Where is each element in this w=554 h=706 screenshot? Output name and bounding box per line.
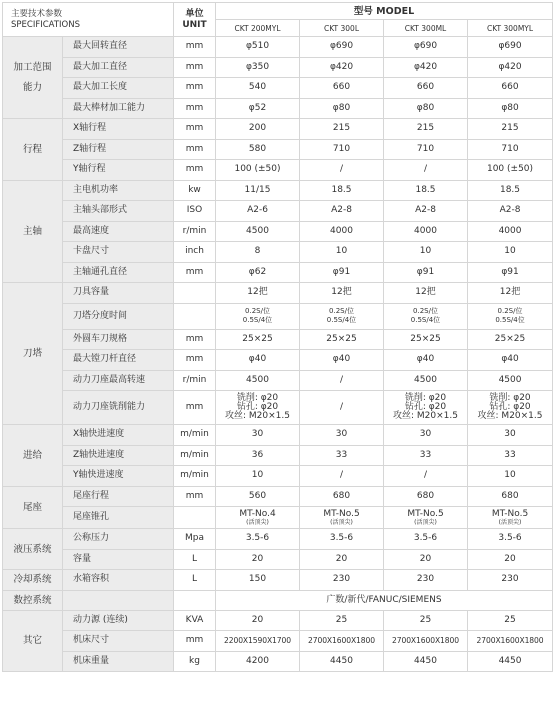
value-cell: A2-8 — [300, 201, 384, 222]
value-cell: 36 — [216, 445, 300, 466]
unit-cell: kg — [174, 651, 216, 672]
value-cell — [384, 303, 468, 329]
spec-item: 最高速度 — [63, 221, 174, 242]
spec-item: 公称压力 — [63, 529, 174, 550]
table-row — [3, 651, 553, 672]
value-cell: 25 — [384, 610, 468, 631]
value-cell: φ690 — [468, 37, 553, 58]
table-row — [3, 549, 553, 570]
unit-cell: mm — [174, 350, 216, 371]
spec-item: 刀具容量 — [63, 283, 174, 304]
value-cell: φ420 — [468, 57, 553, 78]
unit-cell: KVA — [174, 610, 216, 631]
unit-cell: mm — [174, 78, 216, 99]
value-cell: 12把 — [384, 283, 468, 304]
unit-cell: mm — [174, 37, 216, 58]
value-cell: φ80 — [384, 98, 468, 119]
value-line: 攻丝: M20×1.5 — [393, 411, 458, 421]
value-line: 攻丝: M20×1.5 — [225, 411, 290, 421]
spec-item: 动力源 (连续) — [63, 610, 174, 631]
unit-cell: mm — [174, 631, 216, 652]
table-row — [3, 57, 553, 78]
unit-cell: mm — [174, 98, 216, 119]
model-name: CKT 200MYL — [216, 20, 300, 37]
table-row — [3, 486, 553, 507]
specifications-table — [2, 2, 553, 672]
unit-header-en: UNIT — [182, 19, 207, 30]
value-cell: 30 — [300, 425, 384, 446]
table-row — [3, 370, 553, 391]
value-cell — [216, 303, 300, 329]
unit-cell: mm — [174, 262, 216, 283]
value-cell: 2200X1590X1700 — [216, 631, 300, 652]
category-line: 能力 — [22, 81, 42, 93]
unit-cell: ISO — [174, 201, 216, 222]
value-cell: 30 — [384, 425, 468, 446]
table-row — [3, 98, 553, 119]
spec-item: X轴行程 — [63, 119, 174, 140]
value-cell: 4000 — [468, 221, 553, 242]
value-cell: φ690 — [384, 37, 468, 58]
value-cell: / — [300, 466, 384, 487]
category-cell: 其它 — [3, 610, 63, 672]
category-cell: 主轴 — [3, 180, 63, 283]
value-cell: 710 — [384, 139, 468, 160]
table-row — [3, 570, 553, 591]
value-line: (活顶尖) — [330, 518, 353, 526]
value-cell — [468, 507, 553, 529]
value-cell: 3.5-6 — [468, 529, 553, 550]
value-cell: 215 — [384, 119, 468, 140]
spec-item: 水箱容积 — [63, 570, 174, 591]
value-cell: φ80 — [468, 98, 553, 119]
unit-header-cn: 单位 — [185, 8, 204, 19]
value-cell: 215 — [300, 119, 384, 140]
value-cell — [384, 391, 468, 425]
value-line: 0.2S/位 — [245, 307, 270, 315]
unit-cell: mm — [174, 119, 216, 140]
value-cell: 4500 — [216, 370, 300, 391]
value-cell: 25 — [300, 610, 384, 631]
spec-item: 动力刀座最高转速 — [63, 370, 174, 391]
value-line: 0.5S/4位 — [242, 316, 273, 324]
value-cell: / — [384, 160, 468, 181]
table-row — [3, 303, 553, 329]
value-cell: 4200 — [216, 651, 300, 672]
table-row — [3, 590, 553, 610]
value-cell: 230 — [468, 570, 553, 591]
value-cell: / — [300, 160, 384, 181]
table-row — [3, 160, 553, 181]
value-cell: 20 — [216, 610, 300, 631]
unit-cell: inch — [174, 242, 216, 263]
spec-item: 最大加工直径 — [63, 57, 174, 78]
value-cell: 20 — [468, 549, 553, 570]
table-row — [3, 631, 553, 652]
value-cell: 10 — [468, 242, 553, 263]
value-cell: φ40 — [384, 350, 468, 371]
category-cell: 行程 — [3, 119, 63, 181]
unit-cell: m/min — [174, 466, 216, 487]
value-line: MT-No.5 — [323, 508, 360, 519]
value-cell: 33 — [384, 445, 468, 466]
value-cell: 100 (±50) — [216, 160, 300, 181]
value-line: (活顶尖) — [498, 518, 522, 526]
spec-item: 容量 — [63, 549, 174, 570]
unit-cell — [174, 507, 216, 529]
value-cell: 4450 — [300, 651, 384, 672]
value-cell: φ80 — [300, 98, 384, 119]
spec-header-en: SPECIFICATIONS — [11, 19, 80, 30]
spec-item: 卡盘尺寸 — [63, 242, 174, 263]
value-cell: 680 — [384, 486, 468, 507]
unit-cell: mm — [174, 160, 216, 181]
value-cell: 4500 — [384, 370, 468, 391]
spec-item: 最大镗刀杆直径 — [63, 350, 174, 371]
value-cell: 25×25 — [468, 329, 553, 350]
value-cell: 540 — [216, 78, 300, 99]
table-row — [3, 37, 553, 58]
value-cell: 580 — [216, 139, 300, 160]
value-cell: A2-8 — [468, 201, 553, 222]
value-cell: 2700X1600X1800 — [468, 631, 553, 652]
value-cell: φ62 — [216, 262, 300, 283]
spec-item: 最大加工长度 — [63, 78, 174, 99]
unit-cell: Mpa — [174, 529, 216, 550]
value-cell: φ350 — [216, 57, 300, 78]
value-cell: 680 — [300, 486, 384, 507]
unit-cell — [174, 283, 216, 304]
value-cell: 25×25 — [216, 329, 300, 350]
spec-item: 主轴通孔直径 — [63, 262, 174, 283]
value-line: 0.2S/位 — [329, 307, 354, 315]
model-name: CKT 300MYL — [468, 20, 553, 37]
category-cell — [3, 37, 63, 119]
spec-item: 外圆车刀规格 — [63, 329, 174, 350]
table-row — [3, 119, 553, 140]
table-row — [3, 466, 553, 487]
value-cell — [216, 391, 300, 425]
unit-cell: mm — [174, 329, 216, 350]
value-line: MT-No.5 — [407, 508, 444, 519]
value-cell: φ40 — [300, 350, 384, 371]
value-cell: 20 — [216, 549, 300, 570]
spec-item: Y轴快进速度 — [63, 466, 174, 487]
spec-item: 尾座锥孔 — [63, 507, 174, 529]
value-line: 铣削: φ20 — [236, 393, 279, 403]
value-cell: 10 — [216, 466, 300, 487]
value-line: 钻孔: φ20 — [236, 402, 279, 412]
value-cell: 660 — [468, 78, 553, 99]
unit-header — [174, 3, 216, 37]
value-cell: 660 — [384, 78, 468, 99]
value-cell: 4000 — [384, 221, 468, 242]
value-cell: 20 — [300, 549, 384, 570]
value-cell: 710 — [468, 139, 553, 160]
value-cell: 100 (±50) — [468, 160, 553, 181]
value-line: 0.5S/4位 — [410, 316, 441, 324]
nc-system-value: 广数/新代/FANUC/SIEMENS — [216, 590, 553, 610]
unit-cell: mm — [174, 57, 216, 78]
table-row — [3, 507, 553, 529]
value-cell: A2-8 — [384, 201, 468, 222]
table-row — [3, 262, 553, 283]
category-cell: 冷却系统 — [3, 570, 63, 591]
unit-cell: mm — [174, 139, 216, 160]
value-cell: 4450 — [384, 651, 468, 672]
spec-item: Z轴行程 — [63, 139, 174, 160]
spec-item: 主电机功率 — [63, 180, 174, 201]
value-cell: 4500 — [468, 370, 553, 391]
value-line: MT-No.4 — [239, 508, 276, 519]
value-cell: φ91 — [384, 262, 468, 283]
value-cell: φ52 — [216, 98, 300, 119]
spec-item: X轴快进速度 — [63, 425, 174, 446]
value-cell: 10 — [384, 242, 468, 263]
value-cell: 12把 — [300, 283, 384, 304]
spec-item: 机床尺寸 — [63, 631, 174, 652]
value-cell: φ40 — [468, 350, 553, 371]
table-row — [3, 391, 553, 425]
value-line: 0.5S/4位 — [326, 316, 357, 324]
value-cell: φ510 — [216, 37, 300, 58]
value-cell: / — [300, 370, 384, 391]
unit-cell — [174, 303, 216, 329]
value-cell: 12把 — [216, 283, 300, 304]
value-line: 钻孔: φ20 — [489, 402, 531, 412]
model-header: 型号 MODEL — [216, 3, 553, 20]
category-cell: 进给 — [3, 425, 63, 487]
value-cell: 4000 — [300, 221, 384, 242]
spec-item: 尾座行程 — [63, 486, 174, 507]
value-cell: 680 — [468, 486, 553, 507]
unit-cell: L — [174, 570, 216, 591]
value-cell: 25×25 — [384, 329, 468, 350]
table-row — [3, 221, 553, 242]
value-cell: 215 — [468, 119, 553, 140]
model-name: CKT 300ML — [384, 20, 468, 37]
value-cell: 12把 — [468, 283, 553, 304]
value-cell: 3.5-6 — [300, 529, 384, 550]
category-cell: 尾座 — [3, 486, 63, 529]
table-row — [3, 610, 553, 631]
table-row — [3, 445, 553, 466]
table-row — [3, 139, 553, 160]
value-line: 钻孔: φ20 — [404, 402, 447, 412]
value-cell: φ91 — [468, 262, 553, 283]
spec-item: 主轴头部形式 — [63, 201, 174, 222]
unit-cell: r/min — [174, 221, 216, 242]
unit-cell: kw — [174, 180, 216, 201]
unit-cell: r/min — [174, 370, 216, 391]
value-cell: 560 — [216, 486, 300, 507]
value-cell: 20 — [384, 549, 468, 570]
value-cell — [384, 507, 468, 529]
spec-header-cn: 主要技术参数 — [11, 8, 63, 19]
table-row — [3, 78, 553, 99]
spec-item: 最大棒材加工能力 — [63, 98, 174, 119]
unit-cell: m/min — [174, 425, 216, 446]
value-cell: 4500 — [216, 221, 300, 242]
value-cell: 33 — [468, 445, 553, 466]
spec-item: Y轴行程 — [63, 160, 174, 181]
table-row — [3, 329, 553, 350]
value-line: 0.2S/位 — [497, 307, 523, 315]
value-cell: 18.5 — [300, 180, 384, 201]
model-name: CKT 300L — [300, 20, 384, 37]
table-row — [3, 180, 553, 201]
value-cell: / — [384, 466, 468, 487]
value-cell — [468, 391, 553, 425]
value-cell: 11/15 — [216, 180, 300, 201]
category-cell: 数控系统 — [3, 590, 63, 610]
category-cell: 刀塔 — [3, 283, 63, 425]
unit-cell — [174, 590, 216, 610]
table-row — [3, 242, 553, 263]
value-line: 铣削: φ20 — [404, 393, 447, 403]
value-line: (活顶尖) — [246, 518, 269, 526]
value-cell — [468, 303, 553, 329]
spec-item: 动力刀座铣削能力 — [63, 391, 174, 425]
table-row — [3, 529, 553, 550]
value-line: 铣削: φ20 — [489, 393, 531, 403]
value-cell: 2700X1600X1800 — [300, 631, 384, 652]
value-cell: φ91 — [300, 262, 384, 283]
value-cell: 230 — [384, 570, 468, 591]
value-cell: 18.5 — [468, 180, 553, 201]
value-line: 攻丝: M20×1.5 — [477, 411, 543, 421]
value-line: 0.2S/位 — [413, 307, 438, 315]
unit-cell: mm — [174, 391, 216, 425]
spec-header — [3, 3, 174, 37]
value-cell: φ420 — [300, 57, 384, 78]
value-line: 0.5S/4位 — [495, 316, 525, 324]
value-cell — [300, 507, 384, 529]
value-cell: 4450 — [468, 651, 553, 672]
table-row — [3, 283, 553, 304]
value-cell: 25 — [468, 610, 553, 631]
value-cell: 10 — [468, 466, 553, 487]
value-cell: / — [300, 391, 384, 425]
value-line: MT-No.5 — [491, 508, 529, 519]
table-row — [3, 201, 553, 222]
value-cell: 30 — [468, 425, 553, 446]
value-cell: 25×25 — [300, 329, 384, 350]
value-cell: φ690 — [300, 37, 384, 58]
value-cell: 710 — [300, 139, 384, 160]
value-cell — [300, 303, 384, 329]
value-cell: 660 — [300, 78, 384, 99]
table-row — [3, 425, 553, 446]
value-cell: 30 — [216, 425, 300, 446]
unit-cell: mm — [174, 486, 216, 507]
category-line: 加工范围 — [13, 61, 52, 73]
value-cell: 18.5 — [384, 180, 468, 201]
value-cell — [216, 507, 300, 529]
value-cell: A2-6 — [216, 201, 300, 222]
spec-item: Z轴快进速度 — [63, 445, 174, 466]
unit-cell: L — [174, 549, 216, 570]
value-cell: 33 — [300, 445, 384, 466]
value-cell: 200 — [216, 119, 300, 140]
value-line: (活顶尖) — [414, 518, 437, 526]
spec-item: 刀塔分度时间 — [63, 303, 174, 329]
value-cell: 3.5-6 — [384, 529, 468, 550]
value-cell: 8 — [216, 242, 300, 263]
value-cell: 10 — [300, 242, 384, 263]
spec-item — [63, 590, 174, 610]
value-cell: 230 — [300, 570, 384, 591]
category-cell: 液压系统 — [3, 529, 63, 570]
unit-cell: m/min — [174, 445, 216, 466]
value-cell: 150 — [216, 570, 300, 591]
value-cell: 2700X1600X1800 — [384, 631, 468, 652]
value-cell: 3.5-6 — [216, 529, 300, 550]
table-row — [3, 350, 553, 371]
spec-item: 机床重量 — [63, 651, 174, 672]
value-cell: φ420 — [384, 57, 468, 78]
spec-item: 最大回转直径 — [63, 37, 174, 58]
value-cell: φ40 — [216, 350, 300, 371]
